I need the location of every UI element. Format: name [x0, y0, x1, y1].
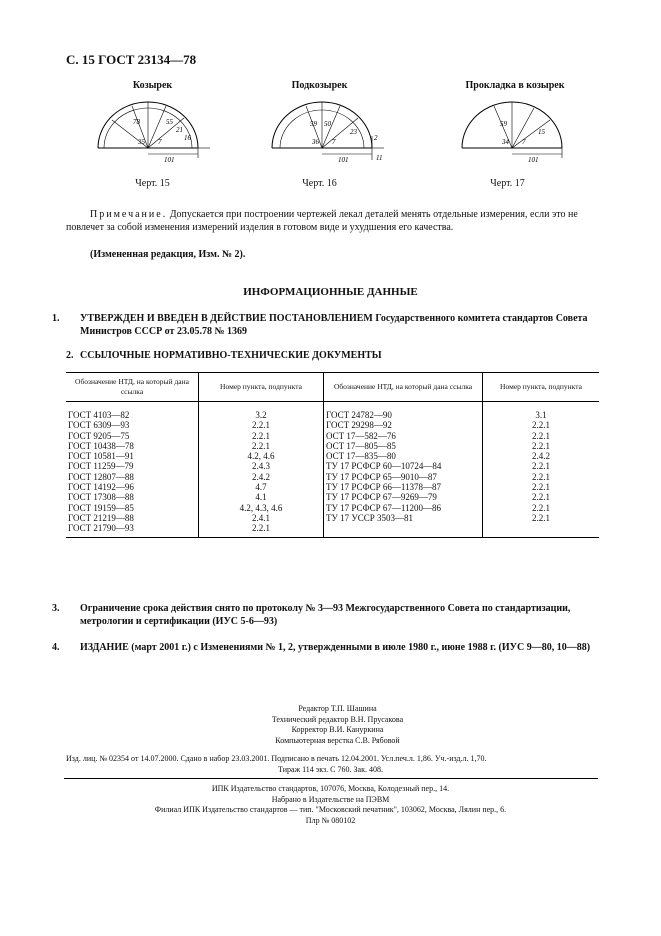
figure-17-dim: 59 — [500, 120, 507, 128]
table-cell: ГОСТ 9205—75 — [66, 431, 199, 441]
table-cell: ГОСТ 4103—82 — [66, 402, 199, 421]
table-cell: 2.2.1 — [532, 461, 550, 472]
table-row — [66, 513, 599, 523]
header-clause-1: Номер пункта, подпункта — [199, 373, 324, 402]
table-cell: 3.1 — [535, 410, 547, 420]
table-cell: ГОСТ 21790—93 — [66, 523, 199, 537]
table-row — [66, 482, 599, 492]
note-text: Допускается при построении чертежей лекал деталей менять отдельные измерения, если это не повлечет за собой изменения измерений изделия в готовом виде и ухудшения его качества. — [66, 209, 578, 233]
figure-16-drawing — [266, 96, 396, 166]
header-ntd-2: Обозначение НТД, на который дана ссылка — [324, 373, 483, 402]
figure-16-dim: 11 — [376, 154, 383, 162]
table-cell: ГОСТ 24782—90 — [324, 402, 483, 421]
info-item-4-number: 4. — [52, 642, 60, 653]
table-cell: 4.1 — [199, 492, 324, 502]
table-cell: 2.2.1 — [532, 492, 550, 503]
table-cell: 3.2 — [199, 402, 324, 421]
table-cell: 2.2.1 — [199, 420, 324, 430]
table-cell: 2.2.1 — [532, 512, 550, 523]
table-cell: ТУ 17 РСФСР 67—11200—86 — [324, 503, 483, 513]
table-cell: ОСТ 17—582—76 — [324, 431, 483, 441]
publisher-line: Плр № 080102 — [305, 815, 356, 825]
figure-15-dim: 16 — [184, 134, 191, 142]
page-header: С. 15 ГОСТ 23134—78 — [66, 52, 197, 67]
figure-17-drawing — [456, 96, 586, 166]
figure-17-dim: 7 — [522, 138, 526, 146]
publisher-line: Филиал ИПК Издательство стандартов — тип. "Московский печатник", 103062, Москва, Лялин пер., 6. — [154, 805, 507, 814]
figure-15-dim: 35 — [138, 138, 145, 146]
table-cell: ГОСТ 10438—78 — [66, 441, 199, 451]
credit-proofreader: Корректор В.И. Кануркина — [291, 725, 384, 734]
figure-17-caption: Черт. 17 — [490, 178, 525, 189]
table-cell: ГОСТ 12807—88 — [66, 472, 199, 482]
publication-line-2: Тираж 114 экз. С 760. Зак. 408. — [278, 765, 383, 774]
table-row — [66, 420, 599, 430]
figure-16-dim: 7 — [332, 138, 336, 146]
table-cell: ТУ 17 РСФСР 67—9269—79 — [324, 492, 483, 502]
table-cell: 2.4.2 — [199, 472, 324, 482]
info-item-2 — [66, 349, 606, 362]
table-cell: 2.2.1 — [199, 431, 324, 441]
table-cell: 2.2.1 — [199, 441, 324, 451]
table-cell: 4.2, 4.6 — [199, 451, 324, 461]
figure-16-title: Подкозырек — [291, 80, 348, 91]
info-item-1-text: УТВЕРЖДЕН И ВВЕДЕН В ДЕЙСТВИЕ ПОСТАНОВЛЕНИЕМ Государственного комитета стандартов Совета Министров СССР от 23.05.78 № 1369 — [80, 313, 588, 337]
figure-15-dim: 101 — [164, 156, 175, 164]
publisher-line: Набрано в Издательстве на ПЭВМ — [271, 794, 390, 804]
figure-15-drawing — [92, 96, 222, 166]
figure-17-dim: 34 — [502, 138, 509, 146]
figure-16-dim: 2 — [374, 134, 378, 142]
figure-16-dim: 23 — [350, 128, 357, 136]
table-cell: ТУ 17 УССР 3503—81 — [324, 513, 483, 523]
table-cell: 2.2.1 — [532, 430, 550, 441]
table-header-row — [66, 373, 599, 402]
table-cell: 2.2.1 — [532, 420, 550, 431]
table-row — [66, 492, 599, 502]
table-cell: 2.2.1 — [199, 523, 324, 537]
table-cell: ГОСТ 6309—93 — [66, 420, 199, 430]
figure-16-caption: Черт. 16 — [302, 178, 337, 189]
credit-layout: Компьютерная верстка С.В. Рябовой — [275, 735, 400, 745]
info-item-1 — [52, 312, 606, 338]
credit-editor: Редактор Т.П. Шашина — [298, 704, 377, 713]
figure-15-dim: 21 — [176, 126, 183, 134]
table-row — [66, 451, 599, 461]
info-item-2-number: 2. — [66, 350, 74, 361]
info-item-3-number: 3. — [52, 603, 60, 614]
table-cell: ГОСТ 19159—85 — [66, 503, 199, 513]
note-paragraph — [66, 208, 596, 234]
table-row — [66, 441, 599, 451]
table-cell: 4.7 — [199, 482, 324, 492]
figure-15-title: Козырек — [132, 80, 173, 91]
table-cell: ГОСТ 17308—88 — [66, 492, 199, 502]
table-cell — [324, 523, 483, 537]
credit-tech-editor: Технический редактор В.Н. Прусакова — [271, 714, 404, 724]
table-cell: ОСТ 17—805—85 — [324, 441, 483, 451]
divider-rule — [64, 778, 598, 779]
table-cell: 2.2.1 — [532, 482, 550, 493]
figure-17-dim: 15 — [538, 128, 545, 136]
figure-15-dim: 55 — [166, 118, 173, 126]
table-cell: ГОСТ 14192—96 — [66, 482, 199, 492]
reference-table — [66, 372, 599, 538]
table-row — [66, 431, 599, 441]
table-cell: 2.2.1 — [532, 471, 550, 482]
publication-line-1: Изд. лиц. № 02354 от 14.07.2000. Сдано в набор 23.03.2001. Подписано в печать 12.04.2001. Усл.печ.л. 1,86. Уч.-изд.л. 1,70. — [66, 754, 487, 763]
table-cell: ГОСТ 11259—79 — [66, 461, 199, 471]
info-item-3-text: Ограничение срока действия снято по протоколу № 3—93 Межгосударственного Совета по стандартизации, метрологии и сертификации (ИУС 5-6—93) — [80, 603, 571, 627]
figure-16-dim: 36 — [312, 138, 319, 146]
table-cell: ТУ 17 РСФСР 60—10724—84 — [324, 461, 483, 471]
info-item-1-number: 1. — [52, 313, 60, 324]
figure-17-title: Прокладка в козырек — [465, 80, 565, 91]
table-cell: 2.2.1 — [532, 440, 550, 451]
table-cell: ГОСТ 21219—88 — [66, 513, 199, 523]
figure-15-caption: Черт. 15 — [135, 178, 170, 189]
table-cell: 2.4.1 — [199, 513, 324, 523]
figure-17-dim: 101 — [528, 156, 539, 164]
table-cell: ГОСТ 10581—91 — [66, 451, 199, 461]
figure-16-dim: 50 — [324, 120, 331, 128]
header-ntd-1: Обозначение НТД, на который дана ссылка — [66, 373, 199, 402]
table-cell: ОСТ 17—835—80 — [324, 451, 483, 461]
info-item-4-text: ИЗДАНИЕ (март 2001 г.) с Изменениями № 1, 2, утвержденными в июле 1980 г., июне 1988 г. (ИУС 9—80, 10—88) — [80, 642, 591, 653]
table-row — [66, 472, 599, 482]
info-item-4 — [52, 641, 606, 654]
credits-block — [0, 704, 661, 746]
info-item-2-text: ССЫЛОЧНЫЕ НОРМАТИВНО-ТЕХНИЧЕСКИЕ ДОКУМЕНТЫ — [80, 350, 382, 361]
table-cell — [483, 523, 600, 537]
table-cell: ГОСТ 29298—92 — [324, 420, 483, 430]
table-cell: 2.4.2 — [532, 451, 550, 462]
publisher-block — [0, 784, 661, 826]
table-cell: ТУ 17 РСФСР 65—9010—87 — [324, 472, 483, 482]
info-item-3 — [52, 602, 606, 628]
figure-15-dim: 7 — [158, 138, 162, 146]
table-cell: 2.2.1 — [532, 502, 550, 513]
note-lead: Примечание. — [90, 209, 168, 220]
table-row — [66, 503, 599, 513]
table-cell: 4.2, 4.3, 4.6 — [199, 503, 324, 513]
amendment-note: (Измененная редакция, Изм. № 2). — [90, 249, 246, 260]
figure-15-dim: 78 — [133, 118, 140, 126]
table-cell: 2.4.3 — [199, 461, 324, 471]
section-title: ИНФОРМАЦИОННЫЕ ДАННЫЕ — [243, 286, 418, 298]
table-row — [66, 402, 599, 421]
table-cell: ТУ 17 РСФСР 66—11378—87 — [324, 482, 483, 492]
header-clause-2: Номер пункта, подпункта — [483, 373, 600, 402]
table-row — [66, 461, 599, 471]
publisher-line: ИПК Издательство стандартов, 107076, Москва, Колодезный пер., 14. — [211, 784, 450, 793]
figure-16-dim: 59 — [310, 120, 317, 128]
table-row — [66, 523, 599, 537]
figure-16-dim: 101 — [338, 156, 349, 164]
